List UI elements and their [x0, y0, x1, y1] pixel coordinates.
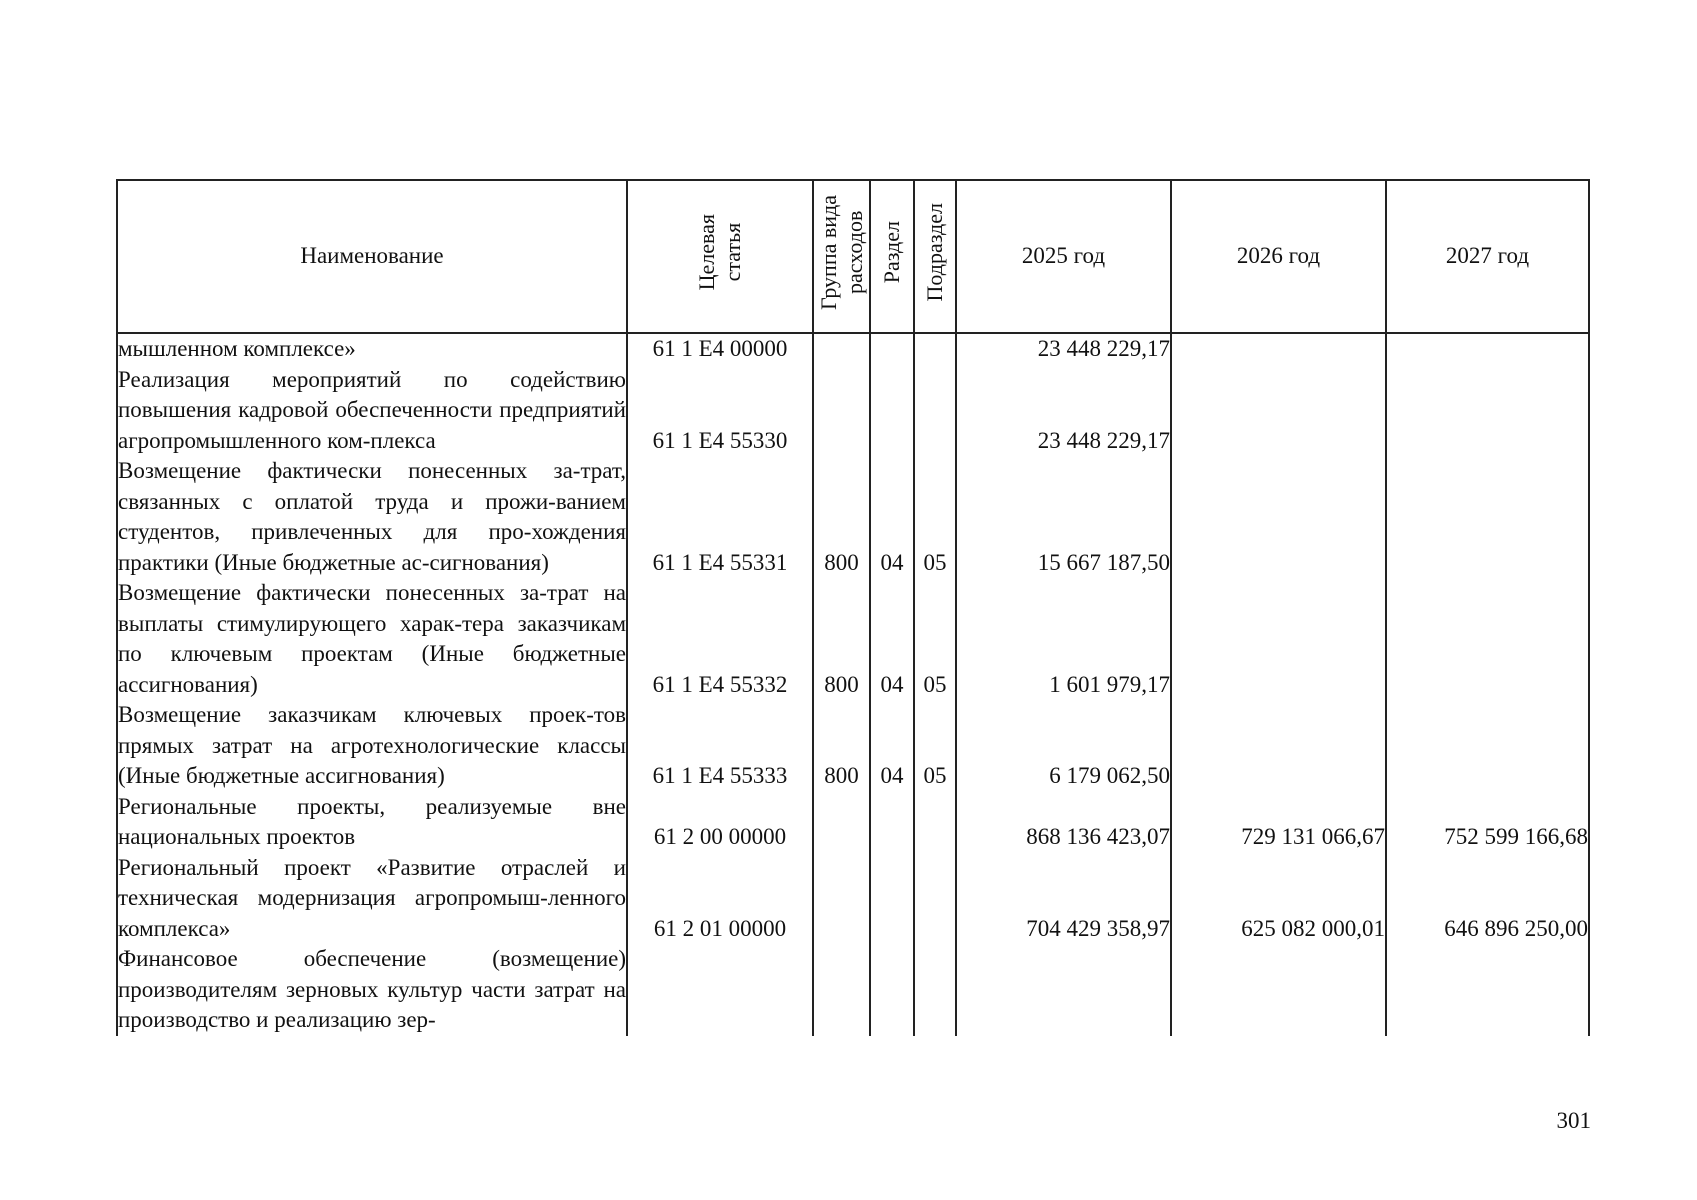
- table-row: [117, 578, 1589, 700]
- cell-name: Возмещение фактически понесенных за-трат на выплаты стимулирующего харак-тера заказчикам по ключевым проектам (Иные бюджетные ассигнования): [117, 578, 627, 700]
- header-subsection: [914, 180, 956, 333]
- cell-subsection: [914, 944, 956, 1036]
- cell-2025: 23 448 229,17: [956, 365, 1171, 457]
- cell-expense-group: 800: [813, 578, 870, 700]
- table-row: [117, 365, 1589, 457]
- cell-2025: 868 136 423,07: [956, 792, 1171, 853]
- cell-expense-group: [813, 853, 870, 945]
- cell-2027: [1386, 365, 1589, 457]
- cell-2026: [1171, 578, 1386, 700]
- cell-expense-group: [813, 944, 870, 1036]
- cell-section: [870, 944, 914, 1036]
- table-body: [117, 333, 1589, 1036]
- cell-2025: 23 448 229,17: [956, 333, 1171, 365]
- cell-subsection: [914, 365, 956, 457]
- budget-table: [116, 179, 1590, 1036]
- table-row: [117, 792, 1589, 853]
- cell-name: Региональный проект «Развитие отраслей и техническая модернизация агропромыш-ленного комплекса»: [117, 853, 627, 945]
- cell-target-article: 61 1 E4 55332: [627, 578, 813, 700]
- header-subsection-label: Подраздел: [922, 203, 947, 302]
- cell-name: Финансовое обеспечение (возмещение) производителям зерновых культур части затрат на производство и реализацию зер-: [117, 944, 627, 1036]
- cell-2025: 15 667 187,50: [956, 456, 1171, 578]
- table-row: [117, 700, 1589, 792]
- cell-expense-group: 800: [813, 700, 870, 792]
- cell-2025: 704 429 358,97: [956, 853, 1171, 945]
- table-row: [117, 333, 1589, 365]
- header-group-line1: Группа вида: [815, 194, 841, 310]
- cell-2026: 729 131 066,67: [1171, 792, 1386, 853]
- cell-section: [870, 853, 914, 945]
- cell-subsection: [914, 853, 956, 945]
- cell-section: [870, 333, 914, 365]
- cell-subsection: 05: [914, 456, 956, 578]
- cell-expense-group: 800: [813, 456, 870, 578]
- cell-target-article: 61 2 01 00000: [627, 853, 813, 945]
- cell-2026: [1171, 365, 1386, 457]
- header-group-line2: расходов: [841, 210, 867, 294]
- cell-subsection: [914, 333, 956, 365]
- cell-2027: [1386, 578, 1589, 700]
- header-2025: 2025 год: [956, 180, 1171, 333]
- cell-section: [870, 792, 914, 853]
- cell-2027: 752 599 166,68: [1386, 792, 1589, 853]
- cell-subsection: [914, 792, 956, 853]
- cell-target-article: 61 1 E4 55331: [627, 456, 813, 578]
- cell-name: Возмещение заказчикам ключевых проек-тов прямых затрат на агротехнологические классы (Иные бюджетные ассигнования): [117, 700, 627, 792]
- header-target-line1: Целевая: [694, 214, 719, 291]
- header-2027: 2027 год: [1386, 180, 1589, 333]
- cell-name: Возмещение фактически понесенных за-трат, связанных с оплатой труда и прожи-ванием студентов, привлеченных для про-хождения практики (Иные бюджетные ас-сигнования): [117, 456, 627, 578]
- cell-section: 04: [870, 456, 914, 578]
- cell-2027: [1386, 700, 1589, 792]
- cell-name: Региональные проекты, реализуемые вне национальных проектов: [117, 792, 627, 853]
- cell-2026: 625 082 000,01: [1171, 853, 1386, 945]
- table-row: [117, 456, 1589, 578]
- cell-2025: 6 179 062,50: [956, 700, 1171, 792]
- table-row: [117, 944, 1589, 1036]
- cell-section: 04: [870, 578, 914, 700]
- cell-2025: 1 601 979,17: [956, 578, 1171, 700]
- header-section-label: Раздел: [879, 221, 904, 284]
- header-expense-group: [813, 180, 870, 333]
- table-header-row: [117, 180, 1589, 333]
- cell-2026: [1171, 700, 1386, 792]
- cell-2027: 646 896 250,00: [1386, 853, 1589, 945]
- cell-target-article: 61 1 E4 55330: [627, 365, 813, 457]
- header-name: Наименование: [117, 180, 627, 333]
- cell-name: мышленном комплексе»: [117, 333, 627, 365]
- cell-expense-group: [813, 792, 870, 853]
- table-row: [117, 853, 1589, 945]
- cell-2026: [1171, 944, 1386, 1036]
- cell-2027: [1386, 944, 1589, 1036]
- cell-2027: [1386, 456, 1589, 578]
- header-section: [870, 180, 914, 333]
- cell-subsection: 05: [914, 578, 956, 700]
- header-2026: 2026 год: [1171, 180, 1386, 333]
- cell-expense-group: [813, 333, 870, 365]
- cell-2025: [956, 944, 1171, 1036]
- page-number: 301: [1556, 1108, 1591, 1133]
- cell-target-article: [627, 944, 813, 1036]
- cell-target-article: 61 1 E4 55333: [627, 700, 813, 792]
- cell-2027: [1386, 333, 1589, 365]
- cell-subsection: 05: [914, 700, 956, 792]
- header-target-line2: статья: [720, 222, 745, 282]
- cell-expense-group: [813, 365, 870, 457]
- cell-name: Реализация мероприятий по содействию повышения кадровой обеспеченности предприятий агропромышленного ком-плекса: [117, 365, 627, 457]
- cell-target-article: 61 1 E4 00000: [627, 333, 813, 365]
- cell-2026: [1171, 333, 1386, 365]
- cell-section: 04: [870, 700, 914, 792]
- header-target-article: [627, 180, 813, 333]
- cell-target-article: 61 2 00 00000: [627, 792, 813, 853]
- cell-section: [870, 365, 914, 457]
- cell-2026: [1171, 456, 1386, 578]
